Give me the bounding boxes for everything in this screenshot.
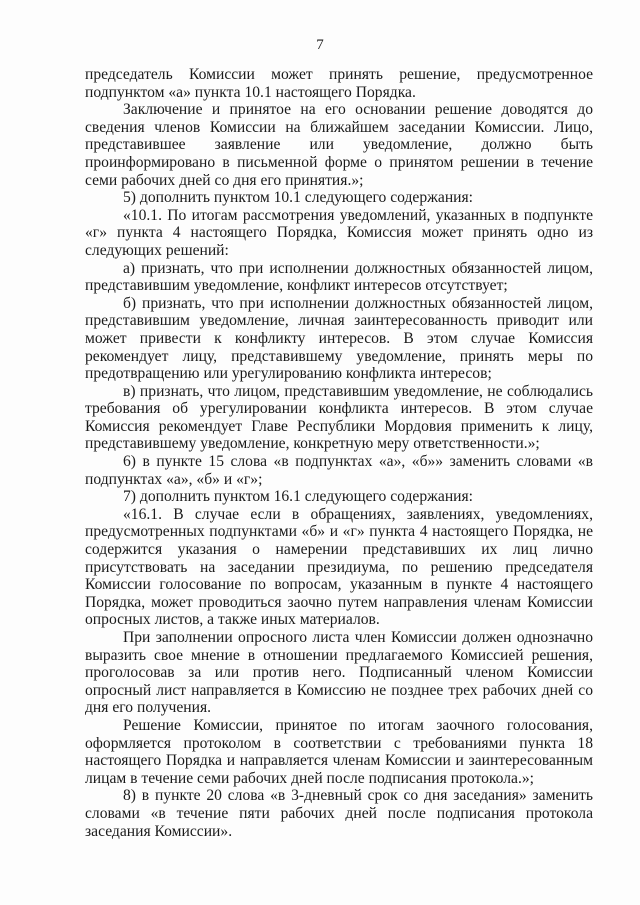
paragraph-item-5: 5) дополнить пунктом 10.1 следующего содержания: bbox=[123, 189, 474, 207]
paragraph-remote-vote-decision: Решение Комиссии, принятое по итогам заочного голосования, оформляется протоколом в соответствии с требованиями пункта 18 настоящего Порядка и направляется членам Комиссии и заинтересованным лицам в течение семи рабочих дней после подписания протокола.»; bbox=[85, 716, 593, 787]
paragraph-item-8: 8) в пункте 20 слова «в 3-дневный срок со дня заседания» заменить словами «в течение пяти рабочих дней после подписания протокола заседания Комиссии». bbox=[85, 787, 593, 840]
paragraph-subitem-v: в) признать, что лицом, представившим уведомление, не соблюдались требования об урегулировании конфликта интересов. В этом случае Комиссия рекомендует Главе Республики Мордовия применить к лицу, представившему уведомление, конкретную меру ответственности.»; bbox=[85, 382, 593, 453]
paragraph-item-7: 7) дополнить пунктом 16.1 следующего содержания: bbox=[123, 488, 474, 506]
paragraph-item-6: 6) в пункте 15 слова «в подпунктах «а», «б»» заменить словами «в подпунктах «а», «б» и «г»; bbox=[85, 453, 593, 488]
paragraph-subitem-a: а) признать, что при исполнении должностных обязанностей лицом, представившим уведомление, конфликт интересов отсутствует; bbox=[85, 259, 593, 295]
paragraph-clause-16-1: «16.1. В случае если в обращениях, заявлениях, уведомлениях, предусмотренных подпунктами «б» и «г» пункта 4 настоящего Порядка, не содержится указания о намерении представивших их лиц лично присутствовать на заседании президиума, по решению председателя Комиссии голосование по вопросам, указанным в пункте 4 настоящего Порядка, может проводиться заочно путем направления членам Комиссии опросных листов, а также иных материалов. bbox=[85, 505, 593, 629]
page-number: 7 bbox=[316, 37, 324, 53]
paragraph-clause-10-1: «10.1. По итогам рассмотрения уведомлений, указанных в подпункте «г» пункта 4 настоящего Порядка, Комиссия может принять одно из следующих решений: bbox=[85, 206, 593, 259]
document-body bbox=[85, 66, 593, 840]
paragraph-conclusion: Заключение и принятое на его основании решение доводятся до сведения членов Комиссии на ближайшем заседании Комиссии. Лицо, представившее заявление или уведомление, должно быть проинформировано в письменной форме о принятом решении в течение семи рабочих дней со дня его принятия.»; bbox=[85, 101, 593, 189]
paragraph-subitem-b: б) признать, что при исполнении должностных обязанностей лицом, представившим уведомление, личная заинтересованность приводит или может привести к конфликту интересов. В этом случае Комиссия рекомендует лицу, представившему уведомление, принять меры по предотвращению или урегулированию конфликта интересов; bbox=[85, 294, 593, 383]
paragraph-continuation: председатель Комиссии может принять решение, предусмотренное подпунктом «а» пункта 10.1 настоящего Порядка. bbox=[85, 66, 593, 101]
paragraph-questionnaire: При заполнении опросного листа член Комиссии должен однозначно выразить свое мнение в отношении предлагаемого Комиссией решения, проголосовав за или против него. Подписанный членом Комиссии опросный лист направляется в Комиссию не позднее трех рабочих дней со дня его получения. bbox=[85, 629, 593, 717]
